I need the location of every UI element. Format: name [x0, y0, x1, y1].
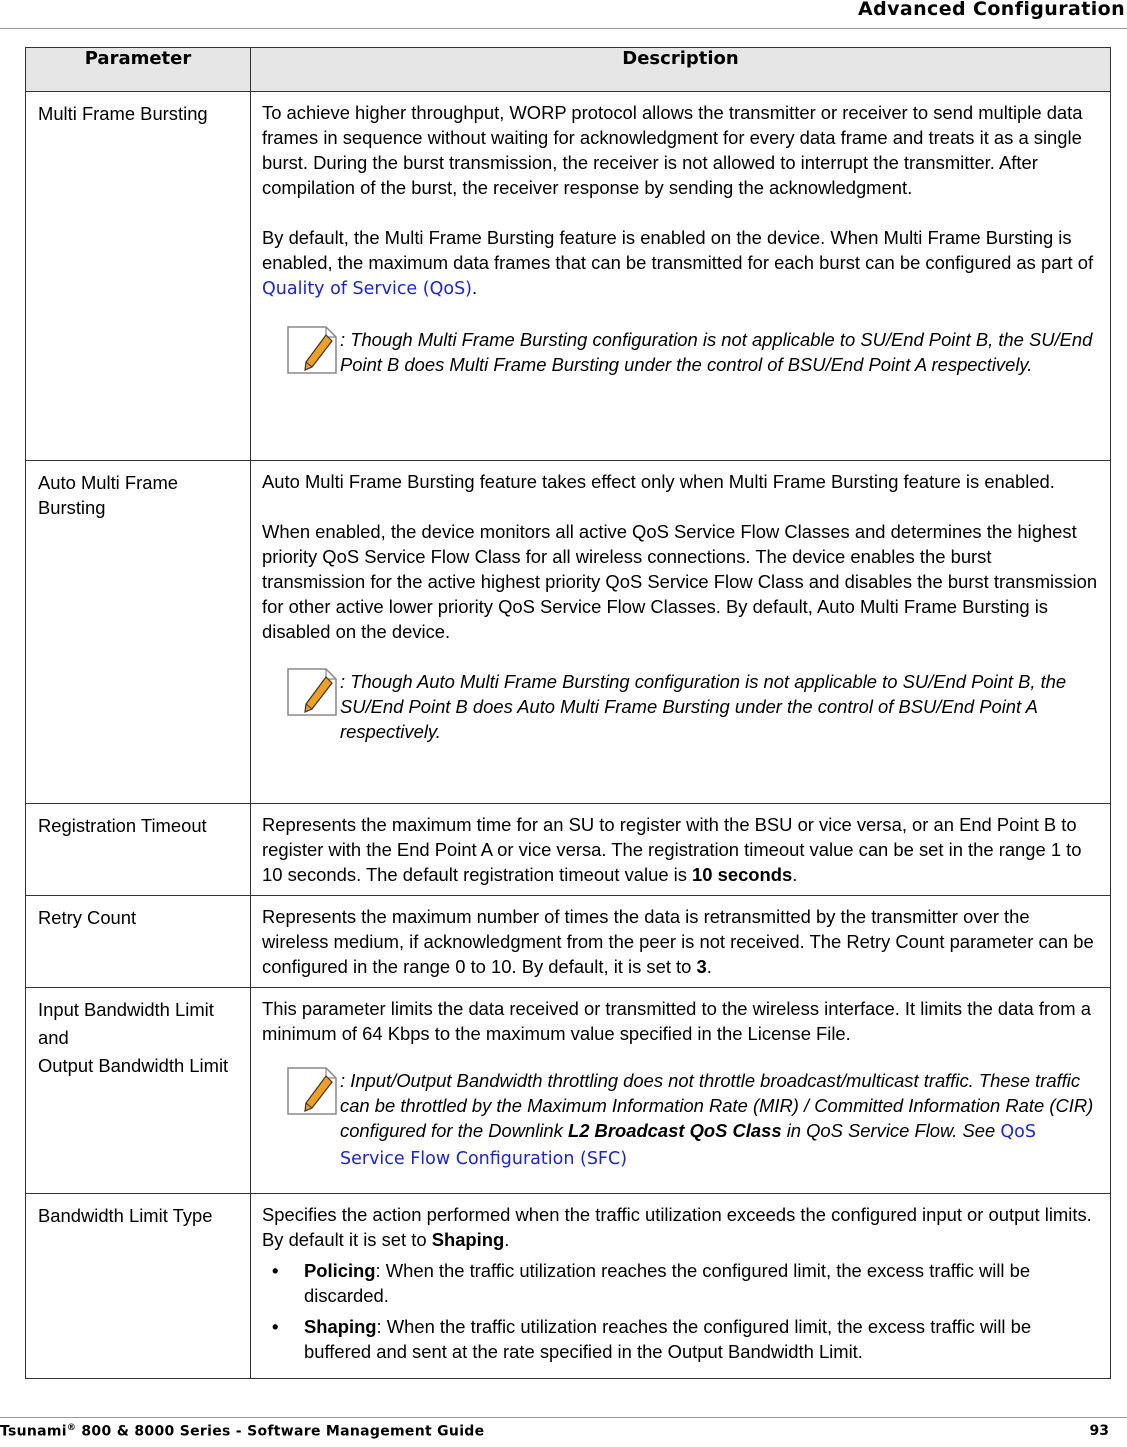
- column-header-parameter: Parameter: [26, 48, 251, 92]
- list-item: • Shaping: When the traffic utilization reaches the configured limit, the excess traffic will be buffered and sent at the rate specified in the Output Bandwidth Limit.: [272, 1316, 1032, 1362]
- parameter-cell: Bandwidth Limit Type: [26, 1194, 251, 1379]
- note-block: [262, 669, 1098, 744]
- sfc-link[interactable]: QoS Service Flow Configuration (SFC): [340, 1122, 1036, 1169]
- bullet-dot-icon: •: [272, 1316, 279, 1337]
- description-text: This parameter limits the data received or transmitted to the wireless interface. It limits the data from a minimum of 64 Kbps to the maximum value specified in the License File.: [262, 998, 1091, 1044]
- column-header-description: Description: [251, 48, 1111, 92]
- note-pencil-icon: [286, 325, 340, 375]
- description-text: Specifies the action performed when the traffic utilization exceeds the configured input or output limits. By default it is set to Shaping.: [262, 1204, 1092, 1250]
- description-text: Auto Multi Frame Bursting feature takes effect only when Multi Frame Bursting feature is enabled.: [262, 471, 1055, 492]
- description-text: To achieve higher throughput, WORP protocol allows the transmitter or receiver to send multiple data frames in sequence without waiting for acknowledgment for every data frame and treats it as a single burst. During the burst transmission, the receiver is not allowed to interrupt the transmitter. After compilation of the burst, the receiver response by sending the acknowledgment.: [262, 102, 1083, 198]
- parameter-line: and: [38, 1027, 69, 1048]
- table-row: [26, 896, 1111, 988]
- bullet-list: [262, 1258, 1098, 1364]
- parameter-line: Output Bandwidth Limit: [38, 1055, 229, 1076]
- qos-link[interactable]: Quality of Service (QoS): [262, 279, 473, 299]
- table-row: [26, 804, 1111, 896]
- description-cell: [251, 988, 1111, 1194]
- description-text: By default, the Multi Frame Bursting feature is enabled on the device. When Multi Frame Bursting is enabled, the maximum data frames that can be transmitted for each burst can be configured as part of Quality of Service (QoS).: [262, 227, 1094, 299]
- parameter-cell: Auto Multi Frame Bursting: [26, 461, 251, 804]
- table-row: [26, 461, 1111, 804]
- note-text: : Though Auto Multi Frame Bursting configuration is not applicable to SU/End Point B, the SU/End Point B does Auto Multi Frame Bursting under the control of BSU/End Point A respectively.: [340, 671, 1067, 742]
- note-pencil-icon: [286, 1066, 340, 1116]
- parameter-line: Input Bandwidth Limit: [38, 999, 214, 1020]
- note-text: : Though Multi Frame Bursting configuration is not applicable to SU/End Point B, the SU/End Point B does Multi Frame Bursting under the control of BSU/End Point A respectively.: [340, 329, 1093, 375]
- description-cell: [251, 804, 1111, 896]
- parameter-table: [25, 47, 1111, 1379]
- parameter-cell: Retry Count: [26, 896, 251, 988]
- description-text: When enabled, the device monitors all active QoS Service Flow Classes and determines the highest priority QoS Service Flow Class for all wireless connections. The device enables the burst transmission for the active highest priority QoS Service Flow Class and disables the burst transmission for other active lower priority QoS Service Flow Classes. By default, Auto Multi Frame Bursting is disabled on the device.: [262, 521, 1098, 642]
- page-number: 93: [1089, 1423, 1109, 1439]
- parameter-cell: [26, 988, 251, 1194]
- description-cell: [251, 896, 1111, 988]
- note-pencil-icon: [286, 667, 340, 717]
- table-row: [26, 92, 1111, 461]
- bullet-dot-icon: •: [272, 1260, 279, 1281]
- table-row: [26, 988, 1111, 1194]
- description-cell: [251, 1194, 1111, 1379]
- table-header-row: [26, 48, 1111, 92]
- description-text: Represents the maximum number of times the data is retransmitted by the transmitter over the wireless medium, if acknowledgment from the peer is not received. The Retry Count parameter can be configured in the range 0 to 10. By default, it is set to 3.: [262, 906, 1094, 977]
- footer-guide-title: Tsunami® 800 & 8000 Series - Software Management Guide: [0, 1423, 485, 1440]
- list-item: • Policing: When the traffic utilization reaches the configured limit, the excess traffic will be discarded.: [272, 1260, 1031, 1306]
- description-text: Represents the maximum time for an SU to register with the BSU or vice versa, or an End Point B to register with the End Point A or vice versa. The registration timeout value can be set in the range 1 to 10 seconds. The default registration timeout value is 10 seconds.: [262, 814, 1082, 885]
- note-block: [262, 327, 1098, 377]
- note-text: : Input/Output Bandwidth throttling does not throttle broadcast/multicast traffic. These traffic can be throttled by the Maximum Information Rate (MIR) / Committed Information Rate (CIR) configured for the Downlink L2 Broadcast QoS Class in QoS Service Flow. See QoS Service Flow Configuration (SFC): [340, 1070, 1094, 1169]
- parameter-cell: Multi Frame Bursting: [26, 92, 251, 461]
- footer-divider: [0, 1417, 1127, 1418]
- description-cell: [251, 461, 1111, 804]
- header-divider: [0, 28, 1127, 29]
- page-header-title: Advanced Configuration: [858, 0, 1125, 20]
- parameter-cell: Registration Timeout: [26, 804, 251, 896]
- description-cell: [251, 92, 1111, 461]
- table-row: [26, 1194, 1111, 1379]
- note-block: [262, 1068, 1098, 1172]
